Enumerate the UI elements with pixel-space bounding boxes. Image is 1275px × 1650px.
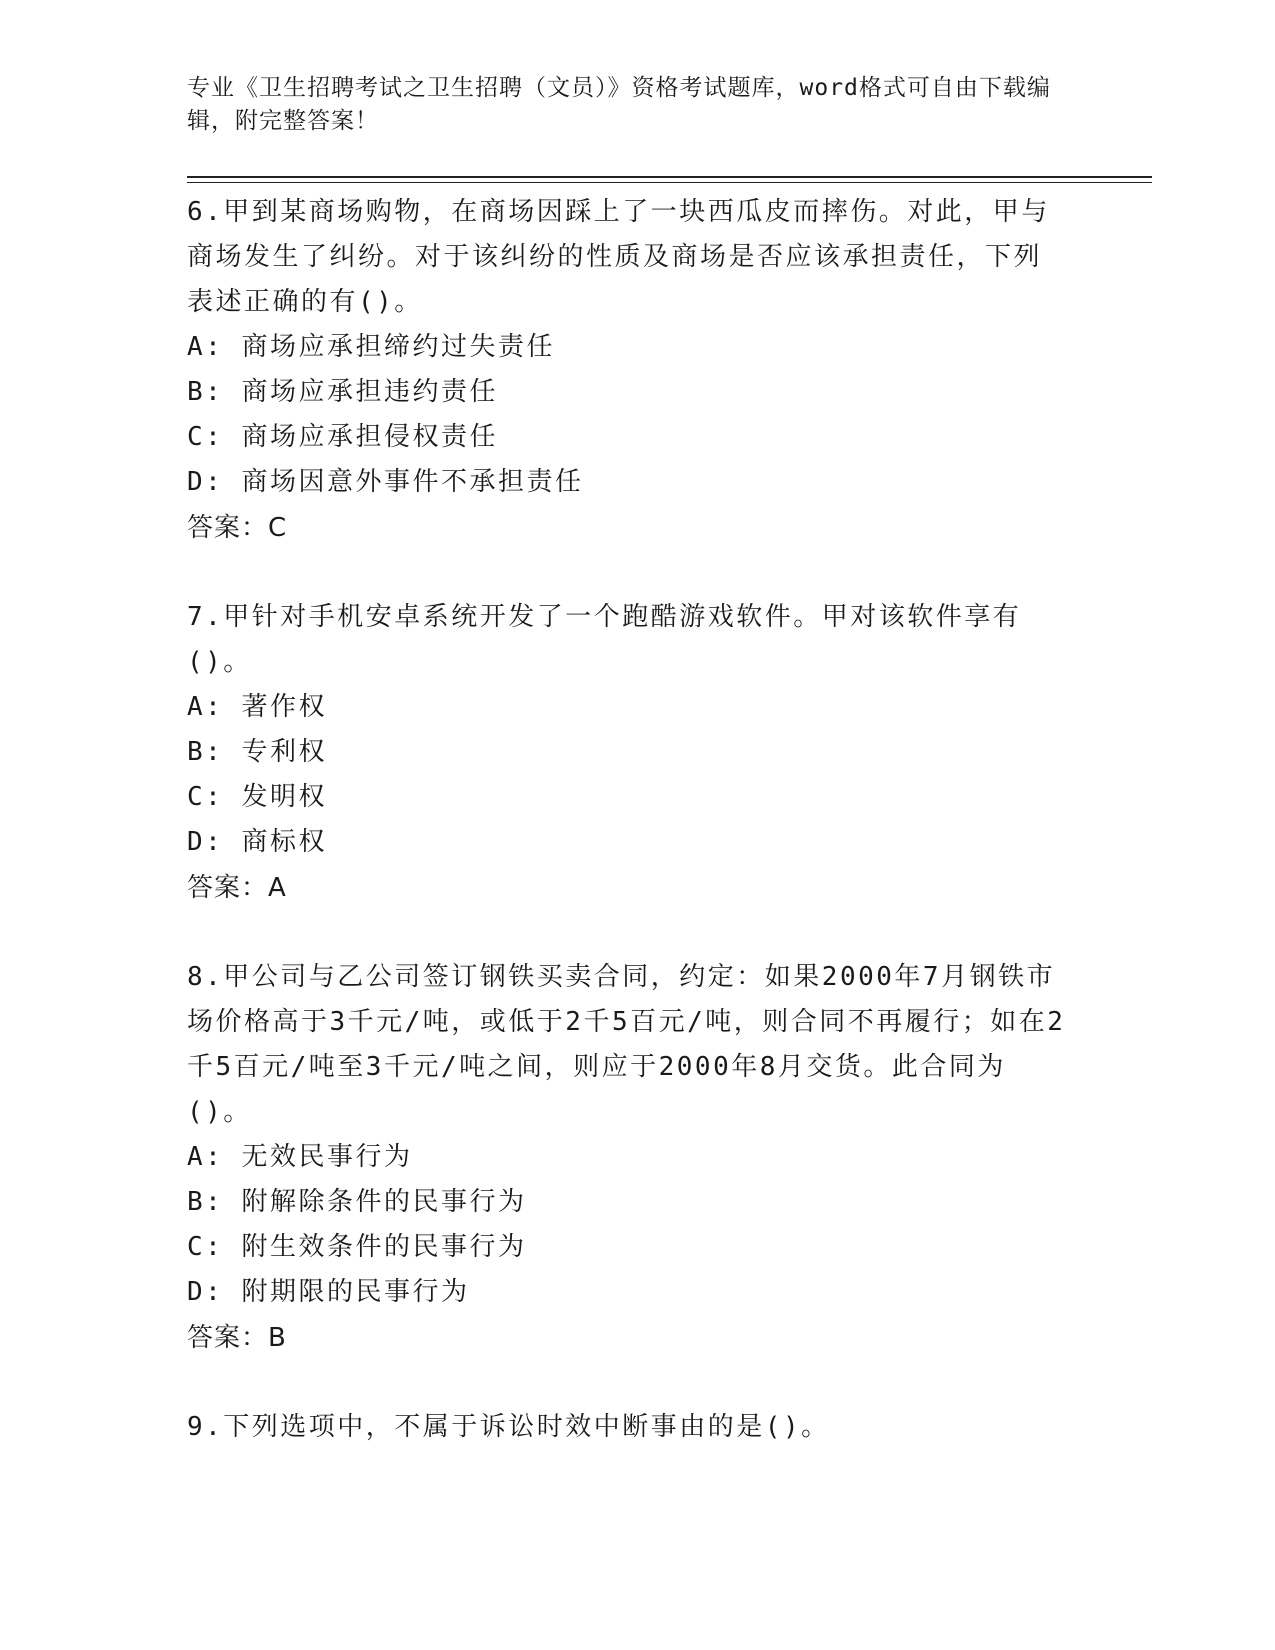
option-c: C: 商场应承担侵权责任	[187, 422, 498, 452]
header-divider-thick	[187, 176, 1152, 178]
option-d: D: 商场因意外事件不承担责任	[187, 467, 584, 497]
option-d: D: 商标权	[187, 827, 327, 857]
header-title: 专业《卫生招聘考试之卫生招聘（文员）》资格考试题库，word格式可自由下载编辑，附完整答案！	[187, 75, 1051, 134]
question-7	[187, 595, 1067, 911]
question-stem: 9.下列选项中，不属于诉讼时效中断事由的是()。	[187, 1412, 830, 1442]
option-c: C: 附生效条件的民事行为	[187, 1232, 527, 1262]
question-6	[187, 190, 1067, 551]
option-a: A: 著作权	[187, 692, 327, 722]
option-b: B: 附解除条件的民事行为	[187, 1187, 527, 1217]
option-a: A: 无效民事行为	[187, 1142, 413, 1172]
question-8	[187, 955, 1067, 1361]
answer-label: 答案：B	[187, 1323, 287, 1353]
option-b: B: 商场应承担违约责任	[187, 377, 498, 407]
option-a: A: 商场应承担缔约过失责任	[187, 332, 555, 362]
question-list	[187, 190, 1067, 1494]
question-stem: 8.甲公司与乙公司签订钢铁买卖合同，约定：如果2000年7月钢铁市场价格高于3千元/吨，或低于2千5百元/吨，则合同不再履行；如在2千5百元/吨至3千元/吨之间，则应于2000年8月交货。此合同为()。	[187, 962, 1066, 1127]
option-c: C: 发明权	[187, 782, 327, 812]
question-9	[187, 1405, 1067, 1450]
option-b: B: 专利权	[187, 737, 327, 767]
header-divider-thin	[187, 182, 1152, 183]
option-d: D: 附期限的民事行为	[187, 1277, 470, 1307]
answer-label: 答案：C	[187, 513, 288, 543]
page-header	[187, 72, 1067, 138]
answer-label: 答案：A	[187, 873, 287, 903]
question-stem: 6.甲到某商场购物，在商场因踩上了一块西瓜皮而摔伤。对此，甲与商场发生了纠纷。对于该纠纷的性质及商场是否应该承担责任，下列表述正确的有()。	[187, 197, 1050, 317]
question-stem: 7.甲针对手机安卓系统开发了一个跑酷游戏软件。甲对该软件享有()。	[187, 602, 1022, 677]
